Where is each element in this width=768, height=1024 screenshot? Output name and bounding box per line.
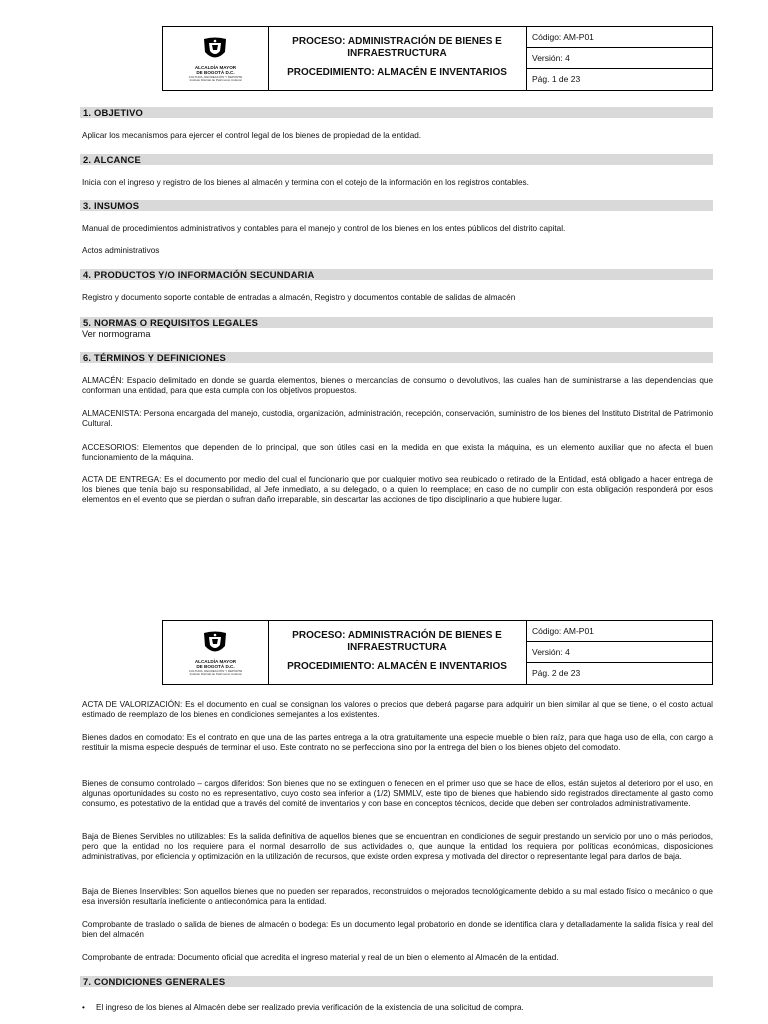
definition-paragraph: Baja de Bienes Servibles no utilizables: Es la salida definitiva de aquellos bienes que se encuentran en condiciones de seguir prestando un servicio por uno o más periodos, pero que la entidad no los requiere para el normal desarrollo de sus actividades o, que aunque la entidad los requiera por políticas económicas, disposiciones administrativas, por eficiencia y optimización en la utilización de recursos, que existe orden expresa y motivada del director o representante legal para darlos de baja. bbox=[82, 832, 713, 862]
logo-subtext: CULTURA, RECREACIÓN Y DEPORTE Instituto Distrital de Patrimonio Cultural bbox=[188, 669, 243, 677]
logo-text: ALCALDÍA MAYOR DE BOGOTÁ D.C. bbox=[194, 659, 237, 669]
header-title-cell bbox=[268, 27, 527, 90]
coat-of-arms-icon bbox=[201, 36, 229, 64]
procedimiento-title: PROCEDIMIENTO: ALMACÉN E INVENTARIOS bbox=[287, 67, 507, 78]
page-number: Pág. 2 de 23 bbox=[532, 668, 581, 678]
definition-paragraph: Comprobante de traslado o salida de bienes de almacén o bodega: Es un documento legal probatorio en donde se identifica clara y detalladamente la salida física y real del bien del almacén bbox=[82, 920, 713, 940]
section-heading: 3. INSUMOS bbox=[80, 200, 713, 211]
paragraph: Ver normograma bbox=[82, 329, 151, 339]
section-heading: 5. NORMAS O REQUISITOS LEGALES bbox=[80, 317, 713, 328]
paragraph: Aplicar los mecanismos para ejercer el control legal de los bienes de propiedad de la entidad. bbox=[82, 131, 422, 140]
logo-subtext: CULTURA, RECREACIÓN Y DEPORTE Instituto Distrital de Patrimonio Cultural bbox=[188, 75, 243, 83]
page-header bbox=[162, 26, 713, 91]
header-meta-cell bbox=[526, 27, 712, 90]
proceso-title: PROCESO: ADMINISTRACIÓN DE BIENES E INFRAESTRUCTURA bbox=[292, 36, 502, 59]
codigo: Código: AM-P01 bbox=[526, 621, 712, 642]
coat-of-arms-icon bbox=[201, 630, 229, 658]
header-title-cell bbox=[268, 621, 527, 684]
section-heading: 4. PRODUCTOS Y/O INFORMACIÓN SECUNDARIA bbox=[80, 269, 713, 280]
definition-paragraph: ALMACENISTA: Persona encargada del manejo, custodia, organización, administración, recepción, conservación, suministro de los bienes del Instituto Distrital de Patrimonio Cultural. bbox=[82, 409, 713, 429]
page-header bbox=[162, 620, 713, 685]
section-heading: 2. ALCANCE bbox=[80, 154, 713, 165]
codigo: Código: AM-P01 bbox=[526, 27, 712, 48]
section-heading: 6. TÉRMINOS Y DEFINICIONES bbox=[80, 352, 713, 363]
logo-cell bbox=[163, 621, 269, 684]
proceso-title: PROCESO: ADMINISTRACIÓN DE BIENES E INFRAESTRUCTURA bbox=[292, 630, 502, 653]
section-heading: 1. OBJETIVO bbox=[80, 107, 713, 118]
procedimiento-title: PROCEDIMIENTO: ALMACÉN E INVENTARIOS bbox=[287, 661, 507, 672]
list-item-text: El ingreso de los bienes al Almacén debe ser realizado previa verificación de la existencia de una solicitud de compra. bbox=[96, 1003, 524, 1012]
section-heading: 7. CONDICIONES GENERALES bbox=[80, 976, 713, 987]
page-number: Pág. 1 de 23 bbox=[532, 74, 581, 84]
bullet-icon: • bbox=[82, 1003, 85, 1012]
version: Versión: 4 bbox=[526, 642, 712, 663]
paragraph: Actos administrativos bbox=[82, 246, 160, 255]
definition-paragraph: Bienes dados en comodato: Es el contrato en que una de las partes entrega a la otra gratuitamente una especie mueble o bien raíz, para que haga uso de ella, con cargo a restituir la misma especie después de terminar el uso. Este contrato no se perfecciona sino por la entrega del bien o los bienes objeto del comodato. bbox=[82, 733, 713, 753]
definition-paragraph: Baja de Bienes Inservibles: Son aquellos bienes que no pueden ser reparados, reconstruidos o mejorados tecnológicamente debido a su mal estado físico o mecánico o que esa inversión resultaría ineficiente o antieconómica para la entidad. bbox=[82, 887, 713, 907]
paragraph: Manual de procedimientos administrativos y contables para el manejo y control de los bienes en los entes públicos del distrito capital. bbox=[82, 224, 566, 233]
logo-text: ALCALDÍA MAYOR DE BOGOTÁ D.C. bbox=[194, 65, 237, 75]
definition-paragraph: ACCESORIOS: Elementos que dependen de lo principal, que son útiles casi en la medida en que exista la máquina, es un elemento auxiliar que no afecta el buen funcionamiento de la máquina. bbox=[82, 443, 713, 463]
header-meta-cell bbox=[526, 621, 712, 684]
definition-paragraph: ACTA DE VALORIZACIÓN: Es el documento en cual se consignan los valores o precios que deberá pagarse para adquirir un bien similar al que se tiene, o el costo actual estimado de reemplazo de los bienes en condiciones semejantes a los existentes. bbox=[82, 700, 713, 720]
version: Versión: 4 bbox=[526, 48, 712, 69]
paragraph: Registro y documento soporte contable de entradas a almacén, Registro y documentos contable de salidas de almacén bbox=[82, 293, 516, 302]
logo-cell bbox=[163, 27, 269, 90]
definition-paragraph: Comprobante de entrada: Documento oficial que acredita el ingreso material y real de un bien o elemento al Almacén de la entidad. bbox=[82, 953, 559, 962]
paragraph: Inicia con el ingreso y registro de los bienes al almacén y termina con el cotejo de la información en los registros contables. bbox=[82, 178, 529, 187]
definition-paragraph: ACTA DE ENTREGA: Es el documento por medio del cual el funcionario que por cualquier motivo sea reubicado o retirado de la Entidad, está obligado a hacer entrega de los bienes que tenía bajo su responsabilidad, al Jefe inmediato, a su delegado, o a quien lo reemplace; en caso de no cumplir con esta obligación responderá por esos elementos en el evento que se pierdan o sufran daño irreparable, sin descartar las acciones de tipo disciplinario a que hubiere lugar. bbox=[82, 475, 713, 505]
definition-paragraph: ALMACÉN: Espacio delimitado en donde se guarda elementos, bienes o mercancías de consumo o devolutivos, las cuales han de suministrarse a las dependencias que conforman una entidad, para que esta cumpla con los objetivos propuestos. bbox=[82, 376, 713, 396]
definition-paragraph: Bienes de consumo controlado – cargos diferidos: Son bienes que no se extinguen o fenecen en el primer uso que se hace de ellos, están sujetos al deterioro por el uso, en algunas oportunidades su costo no es representativo, cuyo costo sea inferior a (1/2) SMMLV, este tipo de bienes que habiendo sido registrados directamente al gasto como consumo, es potestativo de la entidad que a través del comité de inventarios y con base en conceptos técnicos, decide que deben ser controlados administrativamente. bbox=[82, 779, 713, 809]
